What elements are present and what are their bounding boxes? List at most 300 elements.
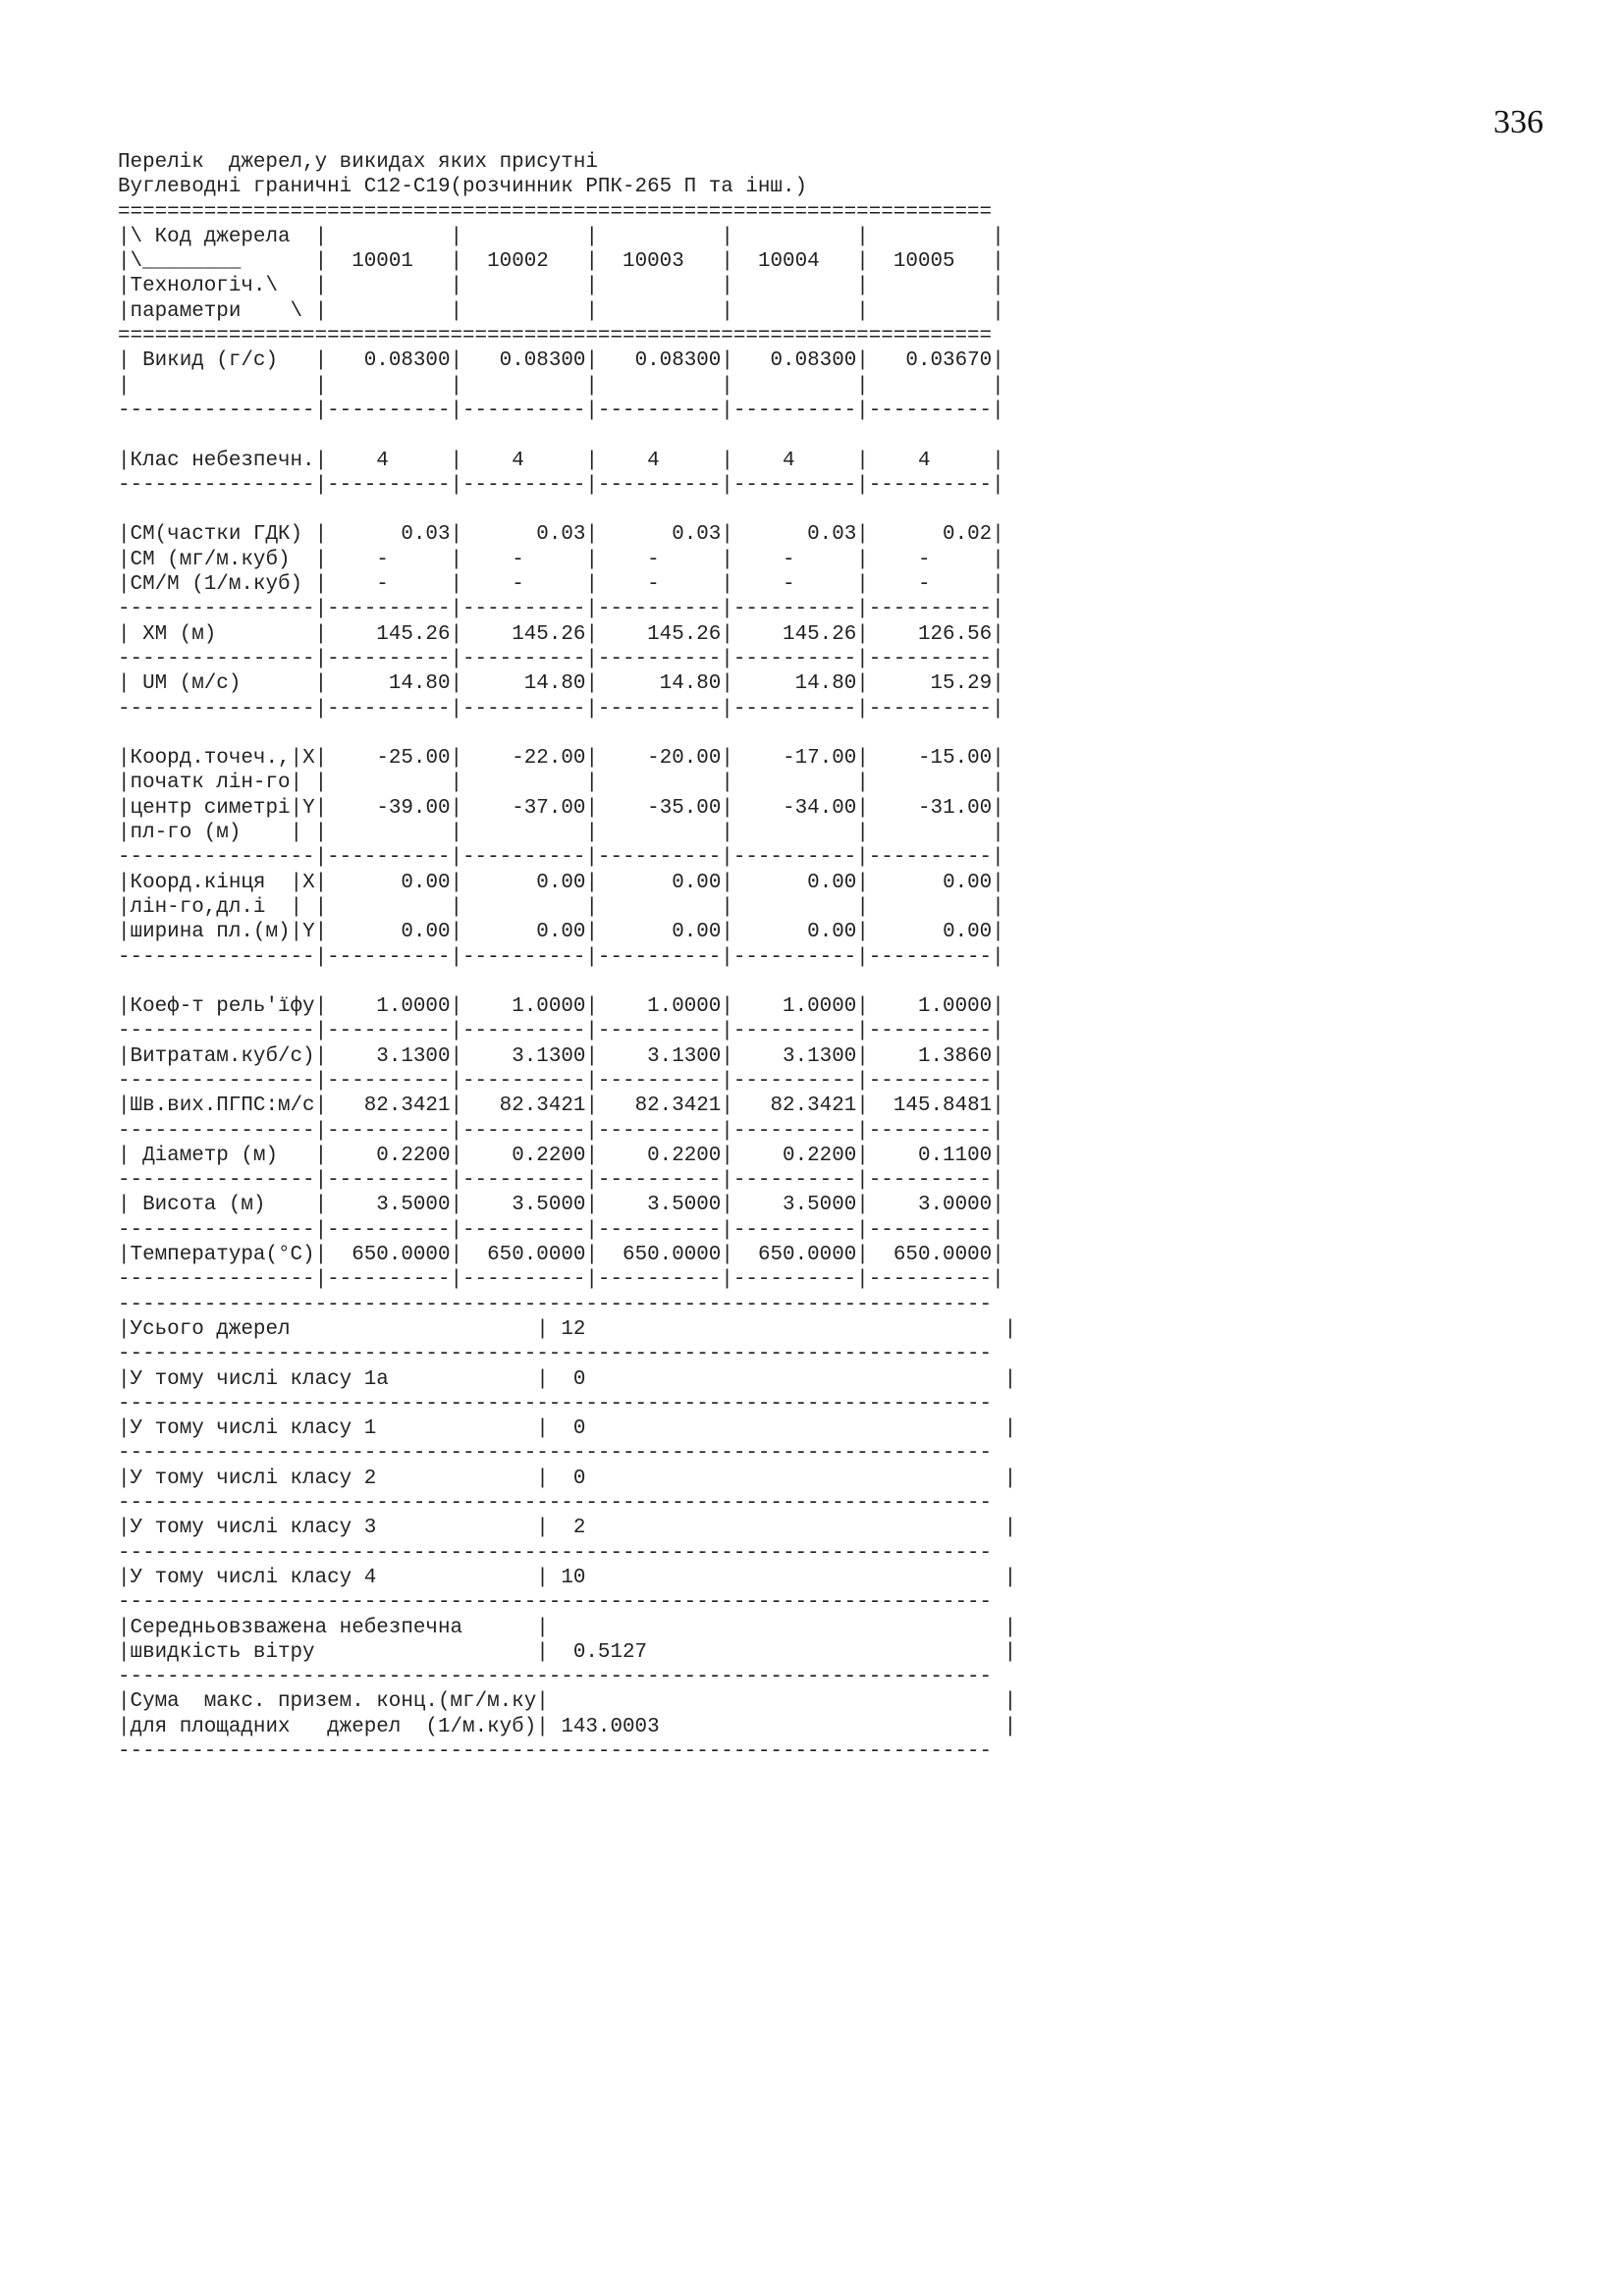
border: | [290,772,303,795]
parameter-value: 650.0000 [597,1244,722,1267]
parameter-value: - [597,573,722,597]
border: | [450,250,463,274]
border: | [450,573,463,597]
border: | [118,1367,131,1391]
border: | [314,1095,328,1118]
border: | [721,449,733,472]
border: | [721,796,733,820]
parameter-label: Діаметр (м) [130,1144,315,1167]
border: | [585,1244,598,1267]
parameter-value: 650.0000 [868,1244,993,1267]
axis-label [302,896,315,919]
border: | [856,895,869,919]
blank [462,226,585,248]
blank [598,275,721,297]
parameter-label: центр симетрі [130,796,291,820]
border: | [856,1244,869,1267]
parameter-row [118,1243,1016,1267]
parameter-row [118,622,1016,647]
parameter-row [118,374,1016,399]
parameter-label: СМ/М (1/м.куб) [130,573,315,597]
parameter-value: 3.0000 [868,1194,993,1217]
parameter-value: 1.3860 [868,1044,993,1068]
parameter-value: 0.03 [732,523,857,547]
border: | [992,747,1004,771]
parameter-value: 3.5000 [327,1194,451,1217]
border: | [856,548,869,571]
border: | [118,449,131,472]
summary-value: 10 [561,1566,1004,1589]
parameter-value: - [327,548,451,571]
border: | [450,622,463,646]
border: | [721,871,733,894]
title-line-1: Перелік джерел,у викидах яких присутні [118,151,598,174]
parameter-value: - [732,573,857,597]
page-number: 336 [1493,104,1543,140]
parameter-value: 4 [597,449,722,472]
parameter-row [118,548,1016,572]
border: | [536,1566,562,1589]
border: | [856,449,869,472]
parameter-value: 0.08300 [462,349,586,373]
border: | [992,796,1004,820]
border: | [856,672,869,696]
border: | [450,995,463,1019]
border: | [992,871,1004,894]
border: | [314,573,328,597]
border: | [992,1194,1004,1217]
row-gap [118,423,1016,448]
border: | [992,772,1004,795]
border: | [290,921,303,944]
summary-value: 0 [561,1417,1004,1441]
border: | [1003,1690,1017,1714]
parameter-value: 0.08300 [597,349,722,373]
summary-label: У тому числі класу 1 [130,1417,537,1441]
blank [598,226,721,248]
summary-rule: ----------------------------------------------------------------------- [118,1492,993,1516]
border: | [992,548,1004,571]
border: | [118,796,131,820]
parameter-value: 0.00 [732,871,857,894]
border: | [585,796,599,820]
parameter-value [462,896,585,919]
row-gap [118,498,1016,522]
border: | [856,250,869,274]
parameter-value: 650.0000 [327,1244,451,1267]
parameter-label: Клас небезпечн. [130,449,315,472]
parameter-label: СМ (мг/м.куб) [130,548,315,571]
summary-label: швидкість вітру [130,1640,537,1664]
border: | [536,1417,562,1441]
parameter-value: 0.1100 [868,1144,993,1167]
parameter-value: -37.00 [462,796,586,820]
border: | [856,573,869,597]
border: | [585,622,598,646]
border: | [856,299,869,323]
parameter-row [118,1144,1016,1168]
border: | [721,672,733,696]
row-rule: ----------------|----------|----------|----------|----------|----------| [118,1020,1004,1043]
summary-value: 143.0003 [561,1715,1004,1738]
border: | [314,349,328,373]
summary-rule: ----------------------------------------------------------------------- [118,1442,993,1466]
parameter-row [118,994,1016,1019]
parameter-value: 14.80 [732,672,857,696]
border: | [585,995,598,1019]
parameter-value [327,822,450,844]
source-code: 10001 [327,250,451,274]
parameter-value [869,772,992,794]
border: | [314,225,328,248]
parameter-value: 1.0000 [597,995,722,1019]
blank [118,971,131,993]
border: | [585,822,599,845]
summary-label: У тому числі класу 2 [130,1467,537,1490]
border: | [992,995,1004,1019]
parameter-value: 0.2200 [732,1144,857,1167]
parameter-label: Викид (г/с) [130,349,315,373]
border: | [856,622,869,646]
border: | [450,225,463,248]
parameter-value: 126.56 [868,622,993,646]
border: | [1003,1566,1017,1589]
header-row [118,249,1016,274]
border: | [450,523,463,547]
border: | [450,871,463,894]
header-row [118,274,1016,298]
parameter-value: 82.3421 [327,1095,451,1118]
parameter-row [118,572,1016,597]
parameter-label: Висота (м) [130,1194,315,1217]
border: | [1003,1616,1017,1639]
parameter-label: UM (м/с) [130,672,315,696]
parameter-value: - [462,573,586,597]
border: | [856,871,869,894]
parameter-value: 0.02 [868,523,993,547]
parameter-value: -25.00 [327,747,451,771]
parameter-value: 14.80 [462,672,586,696]
blank [869,300,992,323]
parameter-value: 3.5000 [462,1194,586,1217]
summary-row [118,1416,1016,1441]
header-rule-bottom: ======================================================================= [118,325,993,348]
border: | [721,622,733,646]
parameter-value: 3.5000 [597,1194,722,1217]
blank [327,300,450,323]
border: | [450,349,463,373]
border: | [856,1044,869,1068]
parameter-value [733,822,856,844]
row-gap [118,970,1016,994]
row-rule: ----------------|----------|----------|----------|----------|----------| [118,945,1004,969]
blank [327,226,450,248]
border: | [992,1244,1004,1267]
parameter-row [118,871,1016,895]
header-row [118,299,1016,324]
border: | [992,523,1004,547]
blank [733,275,856,297]
parameter-value: -39.00 [327,796,451,820]
header-corner-label: параметри \ [130,299,315,323]
blank [118,424,131,447]
border: | [450,822,463,845]
border: | [118,275,131,298]
border: | [118,1095,131,1118]
parameter-value: 82.3421 [597,1095,722,1118]
border: | [118,622,131,646]
border: | [856,275,869,298]
parameter-value: 14.80 [327,672,451,696]
border: | [536,1367,562,1391]
border: | [314,1194,328,1217]
border: | [536,1690,562,1714]
parameter-row [118,771,1016,795]
blank [869,275,992,297]
border: | [450,747,463,771]
parameter-value: 0.2200 [597,1144,722,1167]
border: | [856,225,869,248]
border: | [450,275,463,298]
border: | [721,299,733,323]
parameter-value: 4 [732,449,857,472]
summary-rule: ----------------------------------------------------------------------- [118,1541,993,1565]
border: | [992,1095,1004,1118]
border: | [992,299,1004,323]
parameter-row [118,796,1016,821]
parameter-value: 0.03 [327,523,451,547]
axis-label: Y [302,796,315,820]
blank [733,226,856,248]
border: | [992,275,1004,298]
border: | [992,895,1004,919]
border: | [118,822,131,845]
border: | [1003,1367,1017,1391]
parameter-value: - [868,573,993,597]
row-rule: ----------------|----------|----------|----------|----------|----------| [118,1119,1004,1143]
border: | [118,1044,131,1068]
parameter-value: 1.0000 [462,995,586,1019]
border: | [721,1244,733,1267]
parameter-value: 650.0000 [732,1244,857,1267]
border: | [585,449,598,472]
parameter-label: пл-го (м) [130,822,291,845]
border: | [290,796,303,820]
border: | [721,275,733,298]
parameter-label: Коеф-т рель'їфу [130,995,315,1019]
parameter-label: лін-го,дл.і [130,895,291,919]
parameter-value: - [327,573,451,597]
border: | [536,1616,562,1639]
parameter-value [598,822,721,844]
border: | [450,1044,463,1068]
summary-label: для площадних джерел (1/м.куб) [130,1715,537,1738]
summary-row [118,1317,1016,1342]
border: | [721,225,733,248]
summary-value: 2 [561,1517,1004,1540]
parameter-value [327,896,450,919]
border: | [450,772,463,795]
border: | [856,349,869,373]
border: | [118,1616,131,1639]
border: | [118,225,131,248]
border: | [585,225,598,248]
summary-value [561,1690,1003,1713]
axis-label: Y [302,921,315,944]
border: | [450,672,463,696]
parameter-value [733,772,856,794]
parameter-label: ХМ (м) [130,622,315,646]
parameter-value: 4 [327,449,451,472]
row-rule: ----------------|----------|----------|----------|----------|----------| [118,1268,1004,1292]
border: | [314,1244,328,1267]
border: | [856,921,869,944]
parameter-value: 0.00 [598,921,722,944]
border: | [290,822,303,845]
border: | [585,1095,598,1118]
border: | [721,1044,733,1068]
border: | [118,1566,131,1589]
axis-label: X [302,747,315,771]
border: | [992,822,1004,845]
border: | [721,995,733,1019]
border: | [118,349,131,373]
border: | [1003,1417,1017,1441]
border: | [585,1144,598,1167]
parameter-value: 0.00 [462,921,586,944]
parameter-value: -35.00 [598,796,722,820]
blank [118,722,131,745]
border: | [856,772,869,795]
border: | [118,1517,131,1540]
border: | [536,1317,562,1341]
parameter-value: 3.1300 [462,1044,586,1068]
border: | [585,299,598,323]
row-rule: ----------------|----------|----------|----------|----------|----------| [118,1069,1004,1093]
border: | [118,895,131,919]
parameter-value [598,896,721,919]
summary-value: 0 [561,1367,1004,1391]
summary-label: Усього джерел [130,1317,537,1341]
parameter-value: 4 [462,449,586,472]
border: | [314,895,328,919]
row-rule: ----------------|----------|----------|----------|----------|----------| [118,647,1004,670]
border: | [450,449,463,472]
border: | [856,796,869,820]
summary-row [118,1367,1016,1392]
border: | [1003,1517,1017,1540]
parameter-value: 1.0000 [327,995,451,1019]
border: | [856,995,869,1019]
border: | [585,772,599,795]
blank [733,300,856,323]
border: | [290,871,303,894]
border: | [450,921,463,944]
border: | [118,299,131,323]
border: | [450,548,463,571]
parameter-value: -20.00 [598,747,722,771]
border: | [992,250,1004,274]
border: | [314,796,328,820]
parameter-label: Витратам.куб/с) [130,1044,315,1068]
border: | [721,822,733,845]
summary-label: Середньовзважена небезпечна [130,1616,537,1639]
summary-row [118,1689,1016,1714]
border: | [290,895,303,919]
border: | [856,1095,869,1118]
source-code: 10005 [868,250,993,274]
parameter-value: 3.5000 [732,1194,857,1217]
parameter-value: 3.1300 [327,1044,451,1068]
border: | [721,747,733,771]
parameter-value [598,772,721,794]
border: | [721,349,733,373]
parameter-value: -31.00 [868,796,993,820]
border: | [450,1095,463,1118]
border: | [536,1715,562,1738]
parameter-label: Температура(°С) [130,1244,315,1267]
header-rule-top: ======================================================================= [118,200,993,224]
parameter-value: 145.26 [462,622,586,646]
parameter-row [118,920,1016,944]
parameter-label: ширина пл.(м) [130,921,291,944]
border: | [992,622,1004,646]
border: | [856,822,869,845]
blank [118,499,131,521]
source-listing [118,150,1016,1764]
parameter-row [118,348,1016,373]
border: | [450,1194,463,1217]
border: | [585,672,598,696]
border: | [314,299,328,323]
border: | [314,871,328,894]
parameter-value: 0.00 [462,871,586,894]
border: | [314,548,328,571]
border: | [992,921,1004,944]
parameter-value: 145.26 [732,622,857,646]
border: | [314,449,328,472]
summary-value: 0 [561,1467,1004,1490]
blank [327,275,450,297]
border: | [992,449,1004,472]
parameter-value: 0.00 [598,871,722,894]
blank [462,300,585,323]
border: | [314,747,328,771]
border: | [585,523,598,547]
border: | [585,275,598,298]
axis-label: X [302,871,315,894]
border: | [585,871,599,894]
border: | [314,523,328,547]
border: | [1003,1317,1017,1341]
summary-value [561,1617,1003,1639]
parameter-value: 0.08300 [732,349,857,373]
parameter-value: 82.3421 [462,1095,586,1118]
parameter-value: -15.00 [868,747,993,771]
border: | [314,250,328,274]
parameter-value [733,896,856,919]
border: | [118,1317,131,1341]
row-rule: ----------------|----------|----------|----------|----------|----------| [118,473,1004,497]
parameter-value: 650.0000 [462,1244,586,1267]
border: | [856,1144,869,1167]
row-rule: ----------------|----------|----------|----------|----------|----------| [118,697,1004,721]
border: | [290,747,303,771]
border: | [118,1244,131,1267]
parameter-value: 0.03 [462,523,586,547]
source-code: 10003 [597,250,722,274]
summary-row [118,1616,1016,1640]
